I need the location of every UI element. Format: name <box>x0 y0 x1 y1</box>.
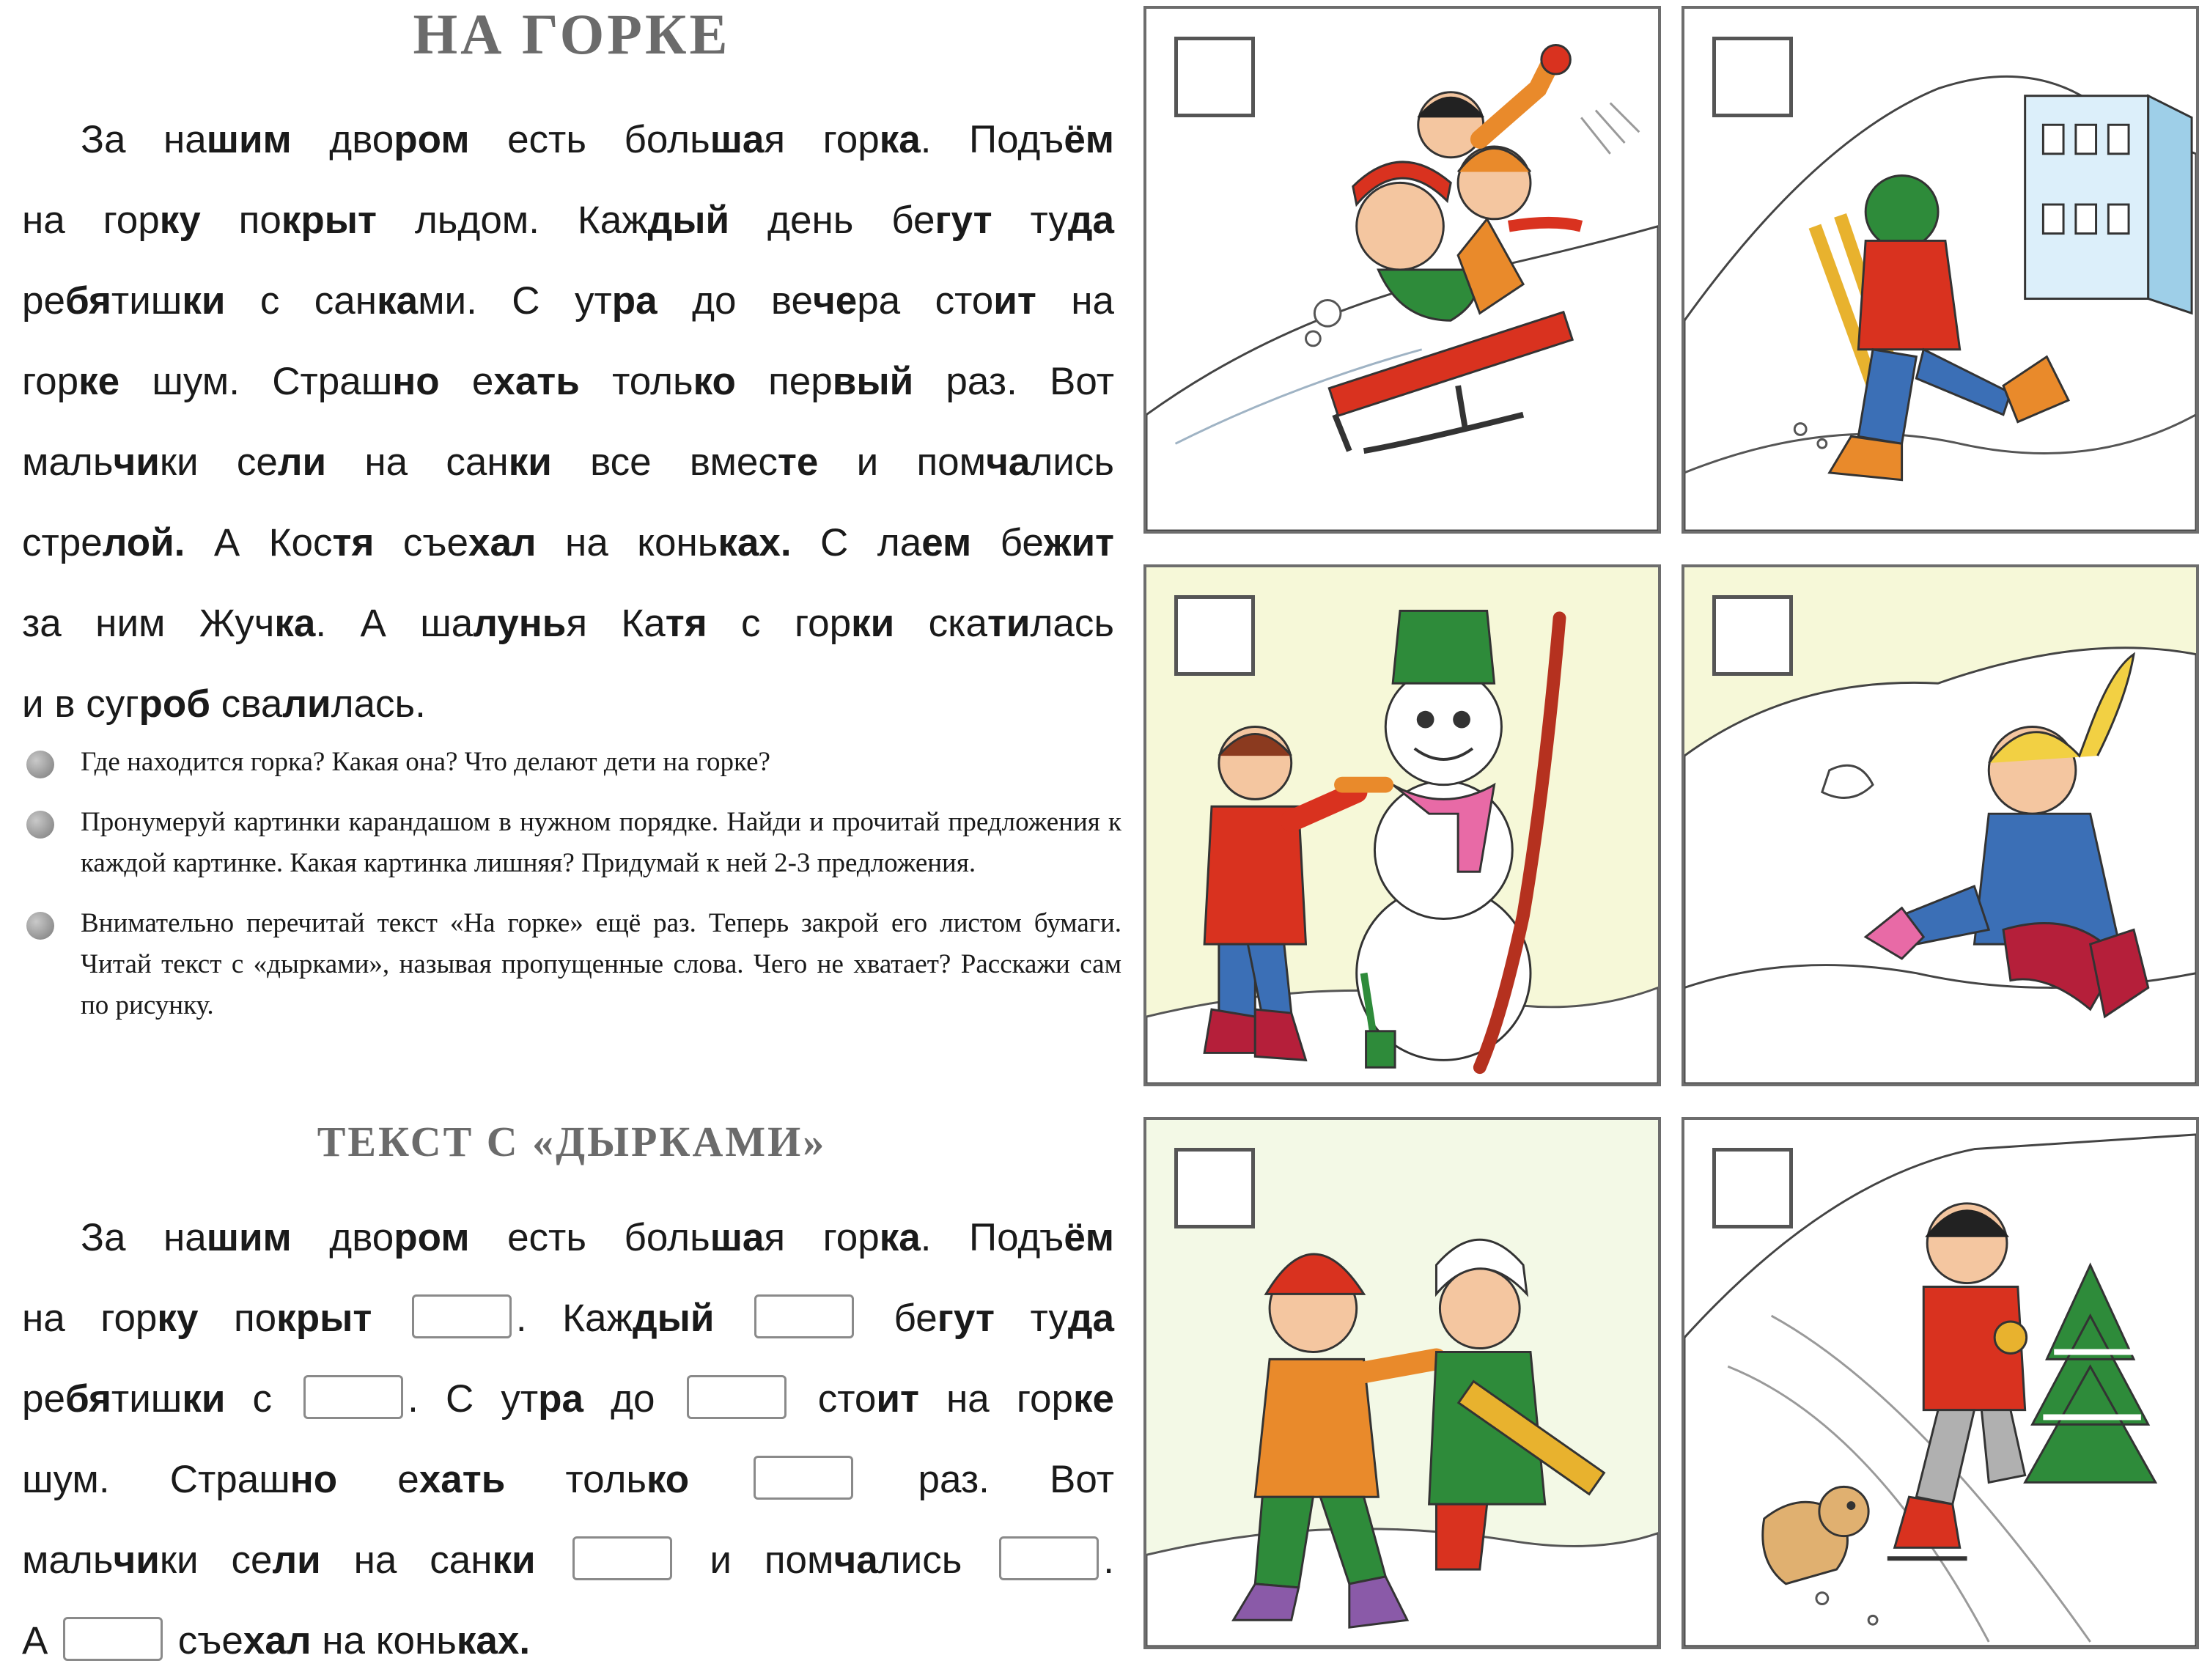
bold-syllable: но <box>392 360 440 403</box>
bold-syllable: че <box>812 279 858 323</box>
text-fragment: лись <box>1030 441 1114 484</box>
text-line <box>22 1199 1114 1277</box>
bold-syllable: ём <box>1064 1216 1114 1259</box>
text-fragment: с сан <box>225 279 377 323</box>
bold-syllable: дый <box>647 199 730 242</box>
bold-syllable: ти <box>987 602 1031 645</box>
text-fragment: сва <box>210 682 283 726</box>
text-fragment: на сан <box>320 1539 493 1582</box>
bold-syllable: вый <box>832 360 914 403</box>
bold-syllable: дый <box>632 1297 715 1340</box>
bold-syllable: гут <box>937 1297 995 1340</box>
bold-syllable: ку <box>157 1297 199 1340</box>
text-fragment: и пом <box>677 1539 834 1582</box>
bold-syllable: ром <box>394 118 470 161</box>
bold-syllable: ки <box>851 602 895 645</box>
text-fragment: . С ут <box>408 1377 539 1421</box>
word-gap-box[interactable] <box>572 1536 672 1580</box>
text-fragment: А <box>22 1619 59 1662</box>
word-gap-box[interactable] <box>412 1294 512 1338</box>
text-fragment: гор <box>22 360 79 403</box>
bold-syllable: шим <box>206 1216 292 1259</box>
text-fragment: за ним Жуч <box>22 602 275 645</box>
text-fragment: С ла <box>791 521 922 564</box>
bold-syllable: чи <box>113 1539 160 1582</box>
text-fragment: с <box>225 1377 300 1421</box>
bold-syllable: ко <box>646 1458 690 1501</box>
bold-syllable: ки <box>182 279 226 323</box>
word-gap-box[interactable] <box>687 1375 787 1419</box>
text-fragment: толь <box>579 360 693 403</box>
text-line <box>22 1441 1114 1519</box>
text-fragment: съе <box>167 1619 243 1662</box>
text-fragment: бе <box>858 1297 938 1340</box>
bold-syllable: ра <box>538 1377 583 1421</box>
task-item: Пронумеруй картинки карандашом в нужном порядке. Найди и прочитай предложения к каждой картинке. Какая картинка лишняя? Придумай к ней 2-3 предложения. <box>22 802 1121 884</box>
text-fragment <box>536 1539 569 1582</box>
holes-title: ТЕКСТ С «ДЫРКАМИ» <box>317 1118 827 1165</box>
bold-syllable: но <box>290 1458 338 1501</box>
text-line <box>22 504 1114 582</box>
bullet-icon <box>26 811 54 839</box>
task-item: Внимательно перечитай текст «На горке» ещё раз. Теперь закрой его листом бумаги. Читай текст с «дырками», называя пропущенные слова. Чего не хватает? Расскажи сам по рисунку. <box>22 903 1121 1026</box>
boys-talking-picture <box>1143 1117 1661 1649</box>
bold-syllable: жит <box>1043 521 1114 564</box>
text-fragment: ра сто <box>857 279 994 323</box>
text-fragment: . <box>1103 1539 1114 1582</box>
text-fragment: дво <box>291 1216 394 1259</box>
bullet-icon <box>26 751 54 778</box>
text-line <box>22 1602 1114 1680</box>
bold-syllable: чи <box>113 441 160 484</box>
text-line <box>22 1522 1114 1599</box>
bold-syllable: ит <box>876 1377 919 1421</box>
text-fragment: и в суг <box>22 682 139 726</box>
text-fragment: на гор <box>918 1377 1073 1421</box>
text-fragment: лись <box>877 1539 995 1582</box>
text-fragment: на гор <box>22 1297 158 1340</box>
text-fragment <box>689 1458 749 1501</box>
text-fragment: на <box>1036 279 1114 323</box>
text-fragment: е <box>439 360 494 403</box>
bold-syllable: ём <box>1064 118 1114 161</box>
bold-syllable: ча <box>986 441 1031 484</box>
text-fragment: . Каж <box>515 1297 633 1340</box>
bold-syllable: ча <box>833 1539 878 1582</box>
bold-syllable: ка <box>377 279 419 323</box>
text-line <box>22 343 1114 421</box>
bold-syllable: роб <box>139 682 211 726</box>
bold-syllable: ке <box>78 360 120 403</box>
text-fragment: . Подъ <box>920 1216 1064 1259</box>
bold-syllable: тя <box>665 602 707 645</box>
bold-syllable: ки <box>182 1377 226 1421</box>
text-fragment: . Подъ <box>920 118 1064 161</box>
text-fragment: тиш <box>111 1377 183 1421</box>
text-line <box>22 1360 1114 1438</box>
bold-syllable: хал <box>243 1619 312 1662</box>
bold-syllable: ша <box>710 1216 765 1259</box>
sled-picture <box>1143 6 1661 534</box>
text-fragment: все вмес <box>551 441 778 484</box>
bold-syllable: ка <box>879 1216 921 1259</box>
text-fragment: толь <box>505 1458 647 1501</box>
word-gap-box[interactable] <box>754 1294 854 1338</box>
text-fragment: А Кос <box>185 521 333 564</box>
text-fragment: ре <box>22 279 65 323</box>
bold-syllable: ку <box>159 199 201 242</box>
bold-syllable: хал <box>468 521 537 564</box>
bold-syllable: хать <box>419 1458 506 1501</box>
bold-syllable: бя <box>65 1377 111 1421</box>
snowdrift-picture <box>1682 564 2199 1086</box>
text-fragment: на конь <box>311 1619 457 1662</box>
text-fragment: маль <box>22 1539 114 1582</box>
text-fragment: раз. Вот <box>913 360 1114 403</box>
text-fragment: е <box>337 1458 419 1501</box>
word-gap-box[interactable] <box>303 1375 403 1419</box>
text-fragment: дво <box>291 118 394 161</box>
text-fragment: ту <box>992 199 1068 242</box>
bold-syllable: ке <box>1072 1377 1114 1421</box>
text-fragment: ту <box>994 1297 1068 1340</box>
text-fragment: по <box>200 199 281 242</box>
order-number-box[interactable] <box>1712 595 1793 676</box>
text-fragment: на сан <box>326 441 509 484</box>
bold-syllable: ша <box>710 118 765 161</box>
bold-syllable: гут <box>935 199 992 242</box>
text-line <box>22 424 1114 501</box>
bold-syllable: ра <box>611 279 658 323</box>
text-fragment: по <box>198 1297 277 1340</box>
task-list <box>22 742 1121 1045</box>
bold-syllable: крыт <box>281 199 377 242</box>
text-line <box>22 666 1114 743</box>
order-number-box[interactable] <box>1174 595 1255 676</box>
text-fragment: сто <box>790 1377 877 1421</box>
text-fragment: я гор <box>764 118 880 161</box>
text-fragment: льдом. Каж <box>376 199 648 242</box>
bold-syllable: шим <box>206 118 292 161</box>
text-fragment: съе <box>374 521 468 564</box>
text-line <box>22 101 1114 179</box>
bold-syllable: ки <box>508 441 552 484</box>
bold-syllable: ка <box>274 602 316 645</box>
bold-syllable: ках. <box>456 1619 531 1662</box>
order-number-box[interactable] <box>1174 37 1255 117</box>
bold-syllable: ли <box>272 1539 321 1582</box>
text-fragment: до <box>583 1377 682 1421</box>
page-title: НА ГОРКЕ <box>413 2 731 66</box>
text-fragment: на гор <box>22 199 160 242</box>
bold-syllable: ках. <box>718 521 792 564</box>
bold-syllable: тя <box>332 521 375 564</box>
order-number-box[interactable] <box>1712 37 1793 117</box>
text-fragment: ки се <box>159 441 278 484</box>
text-fragment <box>372 1297 408 1340</box>
text-fragment: лась <box>1030 602 1114 645</box>
text-fragment: шум. Страш <box>22 1458 290 1501</box>
bold-syllable: ит <box>993 279 1036 323</box>
bold-syllable: ем <box>921 521 972 564</box>
bold-syllable: ли <box>277 441 327 484</box>
text-fragment: лась. <box>331 682 426 726</box>
text-line <box>22 1280 1114 1357</box>
word-gap-box[interactable] <box>754 1456 853 1500</box>
bold-syllable: ко <box>693 360 736 403</box>
word-gap-box[interactable] <box>63 1617 163 1661</box>
text-fragment: раз. Вот <box>858 1458 1114 1501</box>
text-fragment: За на <box>81 118 207 161</box>
bold-syllable: ли <box>282 682 331 726</box>
task-item: Где находится горка? Какая она? Что делают дети на горке? <box>22 742 1121 783</box>
text-fragment: ре <box>22 1377 65 1421</box>
bold-syllable: бя <box>65 279 111 323</box>
text-fragment <box>714 1297 750 1340</box>
text-fragment: есть боль <box>469 118 710 161</box>
text-fragment: ми. С ут <box>418 279 612 323</box>
skating-picture <box>1682 1117 2199 1649</box>
text-fragment: ки се <box>159 1539 273 1582</box>
text-fragment: шум. Страш <box>119 360 393 403</box>
text-fragment: я гор <box>764 1216 880 1259</box>
text-fragment: есть боль <box>469 1216 710 1259</box>
bold-syllable: лунь <box>473 602 567 645</box>
order-number-box[interactable] <box>1712 1148 1793 1228</box>
bold-syllable: да <box>1067 199 1114 242</box>
bold-syllable: ром <box>394 1216 470 1259</box>
text-fragment: с гор <box>707 602 852 645</box>
order-number-box[interactable] <box>1174 1148 1255 1228</box>
text-line <box>22 585 1114 663</box>
word-gap-box[interactable] <box>999 1536 1099 1580</box>
text-fragment: маль <box>22 441 114 484</box>
bold-syllable: ка <box>879 118 921 161</box>
bold-syllable: те <box>777 441 819 484</box>
snowman-picture <box>1143 564 1661 1086</box>
text-fragment: до ве <box>657 279 813 323</box>
text-fragment: За на <box>81 1216 207 1259</box>
text-fragment: я Ка <box>566 602 666 645</box>
bold-syllable: хать <box>493 360 580 403</box>
skis-picture <box>1682 6 2199 534</box>
text-fragment: тиш <box>111 279 183 323</box>
text-fragment: стре <box>22 521 103 564</box>
bullet-icon <box>26 912 54 940</box>
text-fragment: и пом <box>818 441 987 484</box>
bold-syllable: ки <box>492 1539 536 1582</box>
text-fragment: день бе <box>729 199 935 242</box>
text-line <box>22 182 1114 259</box>
text-fragment: пер <box>735 360 833 403</box>
bold-syllable: лой. <box>102 521 185 564</box>
text-line <box>22 262 1114 340</box>
bold-syllable: да <box>1067 1297 1114 1340</box>
text-fragment: ска <box>894 602 987 645</box>
text-fragment: бе <box>971 521 1044 564</box>
bold-syllable: крыт <box>276 1297 372 1340</box>
text-fragment: . А ша <box>315 602 474 645</box>
text-fragment: на конь <box>536 521 718 564</box>
